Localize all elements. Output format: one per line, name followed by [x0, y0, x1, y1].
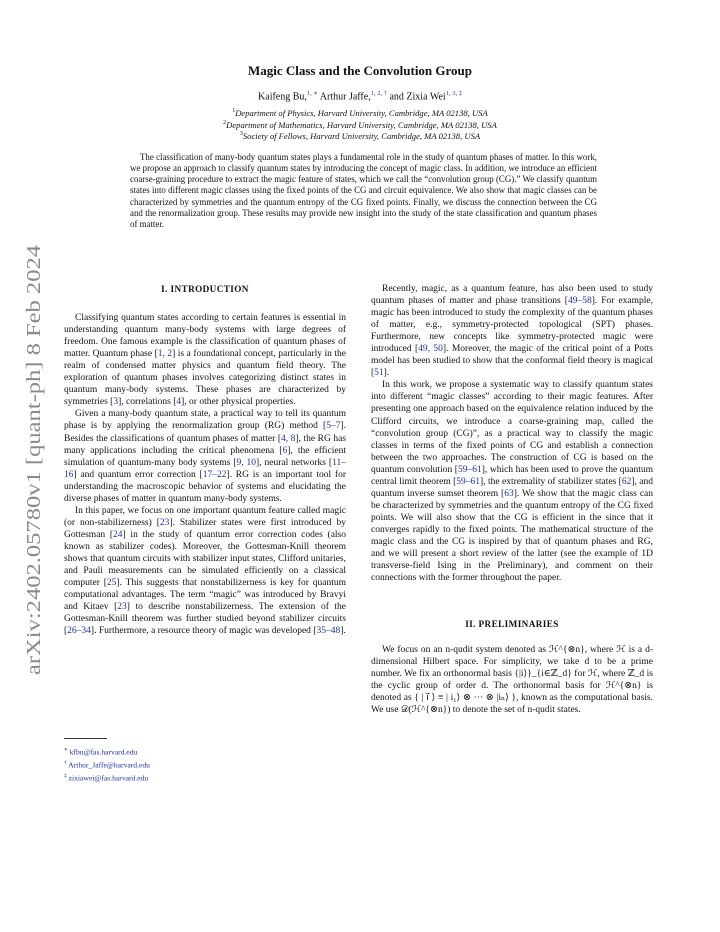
paragraph [64, 408, 346, 504]
arxiv-stamp-text: arXiv:2402.05780v1 [quant-ph] 8 Feb 2024 [24, 333, 45, 675]
citation-link[interactable]: 24 [113, 529, 123, 540]
text-run: ], the RG has many applications including the critical phenomena [ [64, 433, 347, 456]
footnote-rule [64, 738, 107, 739]
author-name: Kaifeng Bu, [258, 91, 307, 103]
text-run: ]. This suggests that nonstabilizerness is key for quantum computational advantages. The term “magic” was introduced by Bravyi and Kitaev [ [64, 578, 346, 613]
footnote [64, 745, 150, 758]
text-run: Classifying quantum states according to certain features is essential in understanding quantum many-body systems with large degrees of freedom. One famous example is the classification of quantum phases of matter. Quantum phase [ [64, 313, 346, 360]
text-run: ], the efficient simulation of quantum-many body systems [ [64, 445, 347, 468]
citation-link[interactable]: 17–22 [202, 469, 227, 480]
text-run: ], or other physical properties. [181, 397, 296, 408]
text-run: ]. Furthermore, a resource theory of magic was developed [ [90, 626, 317, 637]
text-run: ], neural networks [ [256, 457, 333, 468]
abstract [130, 152, 597, 230]
citation-link[interactable]: 4 [176, 397, 182, 408]
text-run: ], and quantum inverse sumset theorem [ [371, 476, 653, 499]
citation-link[interactable]: 59–61 [457, 464, 482, 475]
email-link[interactable]: kfbu@fas.harvard.edu [69, 747, 138, 757]
author-name: Zixia Wei [406, 91, 446, 103]
citation-link[interactable]: 62 [621, 476, 632, 487]
text-run: ] and quantum error correction [ [73, 469, 203, 480]
citation-link[interactable]: 11–16 [64, 457, 347, 480]
email-link[interactable]: zixiawei@fas.harvard.edu [68, 773, 149, 783]
text-run: ], which has been used to prove the quantum central limit theorem [ [371, 464, 654, 487]
affiliation-line [0, 120, 720, 130]
author-name: Arthur Jaffe, [319, 91, 371, 103]
affiliation-line [0, 131, 720, 141]
author-list [0, 89, 720, 102]
paper-title: Magic Class and the Convolution Group [247, 63, 473, 78]
section-heading-preliminaries: II. PRELIMINARIES [465, 619, 559, 630]
footnote-symbol: † [64, 760, 67, 767]
footnote-symbol: ‡ [64, 773, 67, 780]
paragraph [371, 379, 653, 584]
affiliation-text: Society of Fellows, Harvard University, Cambridge, MA 02138, USA [242, 131, 481, 141]
section-heading-introduction: I. INTRODUCTION [161, 284, 249, 294]
affiliation-number: 2 [223, 120, 227, 127]
paragraph [64, 312, 346, 408]
arxiv-stamp-graphic [8, 245, 52, 675]
text-run: ]. [383, 368, 390, 379]
citation-link[interactable]: 25 [106, 578, 117, 589]
text-run: ] in the study of quantum error correction codes (also known as stabilizer codes). Moreover, the Gottesman-Knill theorem shows that quantum circuits with stabilizer input states, Clifford unitaries, and Pauli measurements can be simulated efficiently on a classical computer [ [64, 529, 346, 589]
paragraph: We focus on an n-qudit system denoted as ℋ^{⊗n}, where ℋ is a d-dimensional Hilbert space. For simplicity, we take d to be a prime number. We fix an orthonormal basis {|i⟩}_{i∈ℤ_d} for ℋ, where ℤ_d is the cyclic group of order d. The orthonormal basis for ℋ^{⊗n} is denoted as { | i⃗ ⟩ ≡ | i₁⟩ ⊗ ··· ⊗ |iₙ⟩ }, known as the computational basis. We use 𝒟(ℋ^{⊗n}) to denote the set of n-qudit states. [371, 645, 653, 716]
email-link[interactable]: Arthur_Jaffe@harvard.edu [68, 760, 150, 770]
text-run: Recently, magic, as a quantum feature, has also been used to study quantum phases of matter and phase transitions [ [371, 284, 653, 307]
arxiv-identifier-stamp [8, 245, 52, 675]
citation-link[interactable]: 3 [113, 397, 119, 408]
text-run: In this paper, we focus on one important quantum feature called magic (or non-stabilizerness) [ [64, 505, 346, 528]
affiliation-number: 3 [239, 131, 243, 138]
citation-link[interactable]: 51 [374, 368, 384, 379]
citation-link[interactable]: 63 [504, 488, 514, 499]
text-run: ] is a foundational concept, particularly in the realm of condensed matter physics and quantum field theory. The exploration of quantum phases involves categorizing distinct states in quantum many-body systems. These phases are characterized by symmetries [ [64, 349, 347, 408]
paragraph [371, 283, 653, 379]
citation-link[interactable]: 9, 10 [236, 457, 257, 468]
text-run: ]. Moreover, the magic of the critical point of a Potts model has been studied to show that the conformal field theory is magical [ [371, 344, 653, 379]
citation-link[interactable]: 23 [117, 602, 127, 613]
right-column [371, 283, 653, 717]
citation-link[interactable]: 4, 8 [281, 433, 296, 444]
citation-link[interactable]: 59–61 [456, 476, 481, 487]
author-affiliation-marks[interactable]: 1, 2, † [370, 90, 387, 97]
left-column [64, 283, 346, 637]
abstract-text: The classification of many-body quantum states plays a fundamental role in the study of quantum phases of matter. In this work, we propose an approach to classify quantum states by introducing the concept of magic class. In addition, we introduce an efficient coarse-graining procedure to extract the magic feature of states, which we call the “convolution group (CG).” We classify quantum states into different magic classes using the fixed points of the CG and circuit equivalence. We also show that magic classes can be characterized by symmetries and the quantum entropy of the CG fixed points. Finally, we discuss the connection between the CG and the renormalization group. These results may provide new insight into the study of the state classification and quantum phases of matter. [130, 152, 597, 229]
text-run: ], correlations [ [118, 397, 177, 408]
text-run: ]. Besides the classifications of quantum phases of matter [ [64, 421, 346, 444]
citation-link[interactable]: 6 [282, 445, 288, 456]
text-run: ]. RG is an important tool for understanding the macroscopic behavior of systems and elucidating the diverse phases of matter in quantum many-body systems. [64, 469, 346, 504]
citation-link[interactable]: 49–58 [567, 296, 592, 307]
footnote-symbol: ∗ [64, 747, 68, 753]
text-run: ]. For example, magic has been introduced to study the complexity of the quantum phases of matter, e.g., symmetry-protected topological (SPT) phases. Furthermore, new concepts like symmetry-protected magic were introduced [ [371, 296, 654, 355]
citation-link[interactable]: 1, 2 [157, 349, 173, 360]
text-run: ] to describe nonstabilizerness. The extension of the Gottesman-Knill theorem was further studied beyond stabilizer circuits [ [64, 602, 346, 637]
footnotes [64, 745, 150, 784]
text-run: In this work, we propose a systematic way to classify quantum states into different “magic classes” according to their magic features. After presenting one approach based on the equivalence relation induced by the Clifford circuits, we introduce a coarse-graining map, called the “convolution group (CG)”, as a practical way to classify the magic classes in terms of the fixed points of CG and establish a connection between the two approaches. The construction of CG is based on the quantum convolution [ [371, 380, 653, 475]
paragraph [64, 505, 346, 638]
text-run: ]. [340, 626, 346, 637]
author-affiliation-marks[interactable]: 1, 3, ‡ [445, 90, 462, 97]
affiliation-number: 1 [232, 108, 236, 115]
text-run: ]. Stabilizer states were first introduced by Gottesman [ [64, 517, 346, 540]
affiliation-line [0, 108, 720, 118]
footnote [64, 771, 150, 784]
citation-link[interactable]: 26–34 [67, 626, 91, 637]
text-run: ]. We show that the magic class can be characterized by symmetries and the quantum entropy of the CG fixed points. We will also show that the CG is efficient in the since that it converges rapidly to the fixed points. The mathematical structure of the magic class and the CG is inspired by that of quantum phases and RG, and we will present a short review of the latter (see the example of 1D transverse-field Ising in the Preliminary), and comment on their connections with the former throughout the paper. [371, 488, 654, 584]
affiliation-text: Department of Physics, Harvard University, Cambridge, MA 02138, USA [235, 108, 488, 118]
text-run: Given a many-body quantum state, a practical way to tell its quantum phase is by applying the renormalization group (RG) method [ [64, 409, 346, 432]
citation-link[interactable]: 35–48 [316, 626, 341, 637]
citation-link[interactable]: 23 [159, 517, 170, 528]
affiliation-text: Department of Mathematics, Harvard University, Cambridge, MA 02138, USA [226, 120, 497, 130]
footnote [64, 758, 150, 771]
author-affiliation-marks[interactable]: 1, ∗ [306, 90, 318, 97]
author-conjunction: and [389, 91, 404, 103]
citation-link[interactable]: 49, 50 [418, 344, 443, 355]
text-run: ], the extremality of stabilizer states [ [480, 476, 622, 487]
citation-link[interactable]: 5–7 [326, 421, 341, 432]
